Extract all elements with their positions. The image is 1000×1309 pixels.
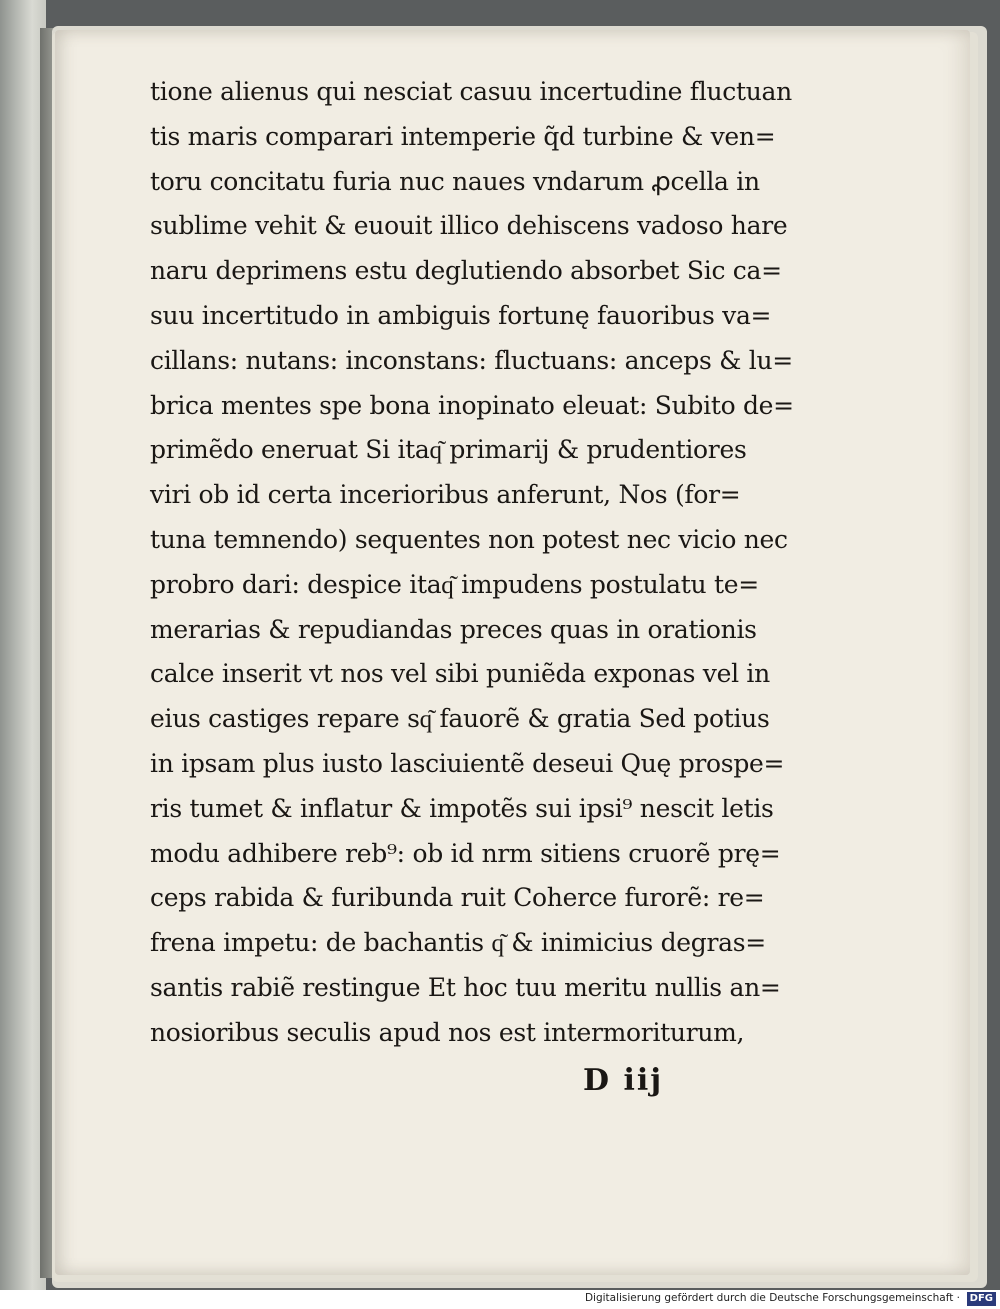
signature-mark: D iij <box>583 1063 664 1098</box>
text-line: ceps rabida & furibunda ruit Coherce furorẽ: re= <box>150 883 765 913</box>
text-line: cillans: nutans: inconstans: fluctuans: anceps & lu= <box>150 345 793 375</box>
text-line: in ipsam plus iusto lasciuientẽ deseui Quę prospe= <box>150 748 785 778</box>
text-block <box>150 70 850 1056</box>
text-line: calce inserit vt nos vel sibi puniẽda exponas vel in <box>150 659 770 689</box>
text-line: naru deprimens estu deglutiendo absorbet Sic ca= <box>150 256 782 286</box>
text-line: viri ob id certa incerioribus anferunt, Nos (for= <box>150 480 741 510</box>
book-page <box>55 30 970 1275</box>
text-line: eius castiges repare sq͂ fauorẽ & gratia Sed potius <box>150 704 770 734</box>
text-line: tuna temnendo) sequentes non potest nec vicio nec <box>150 524 788 554</box>
text-line: tione alienus qui nesciat casuu incertudine fluctuan <box>150 77 792 106</box>
text-line: merarias & repudiandas preces quas in orationis <box>150 614 757 644</box>
text-line: probro dari: despice itaq͂ impudens postulatu te= <box>150 569 759 599</box>
text-line: toru concitatu furia nuc naues vndarum ꝓcella in <box>150 166 760 196</box>
text-line: brica mentes spe bona inopinato eleuat: Subito de= <box>150 390 794 420</box>
text-line: modu adhibere reb⁹: ob id nrm sitiens cruorẽ prę= <box>150 838 781 868</box>
text-line: tis maris comparari intemperie q̃d turbine & ven= <box>150 121 776 151</box>
text-line: primẽdo eneruat Si itaq͂ primarij & prudentiores <box>150 435 747 465</box>
footer-credit: Digitalisierung gefördert durch die Deutsche Forschungsgemeinschaft · <box>584 1292 960 1304</box>
text-line: sublime vehit & euouit illico dehiscens vadoso hare <box>150 211 788 241</box>
text-line: frena impetu: de bachantis q͂ & inimicius degras= <box>150 928 766 958</box>
text-line: ris tumet & inflatur & impotẽs sui ipsi⁹ nescit letis <box>150 793 774 823</box>
text-line: nosioribus seculis apud nos est intermoriturum, <box>150 1017 745 1047</box>
text-line: suu incertitudo in ambiguis fortunę fauoribus va= <box>150 300 772 330</box>
dfg-logo: DFG <box>967 1292 996 1306</box>
text-line: santis rabiẽ restingue Et hoc tuu meritu nullis an= <box>150 972 781 1002</box>
